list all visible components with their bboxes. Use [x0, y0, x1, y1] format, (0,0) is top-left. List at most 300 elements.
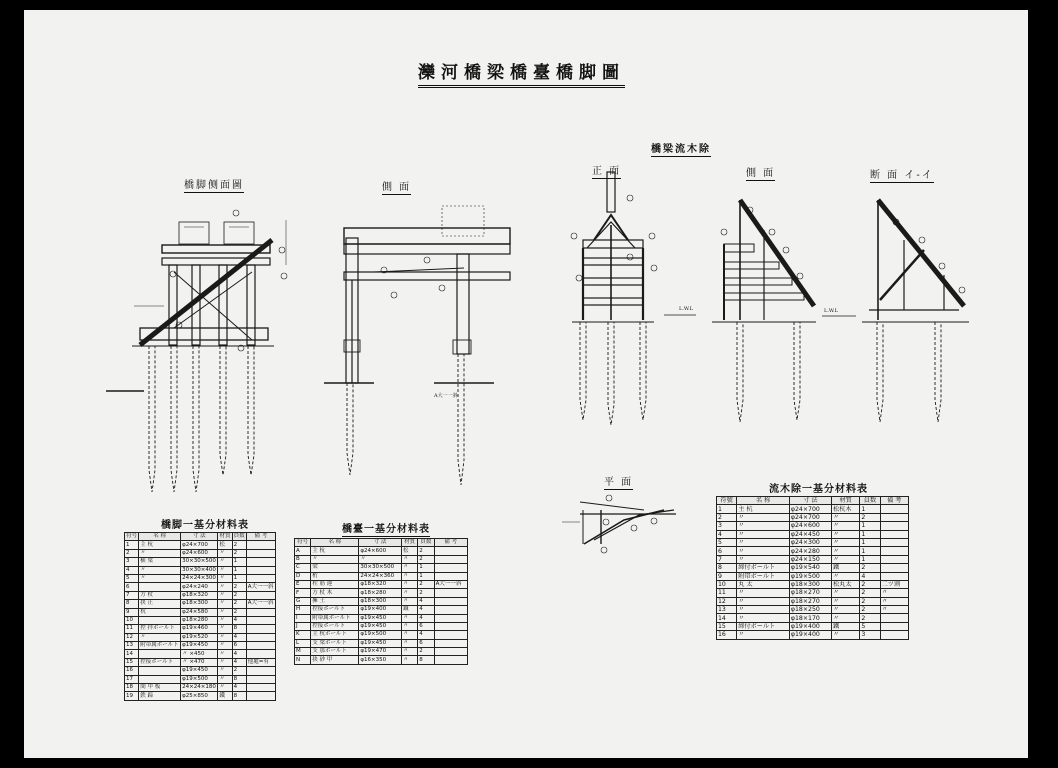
table-row [125, 541, 276, 549]
table-cell [246, 650, 275, 658]
table-cell: 4 [232, 658, 246, 666]
table-cell: 主 杭 [737, 505, 790, 513]
table-cell: 〃 [831, 547, 859, 555]
table-cell: 松 [402, 547, 418, 555]
table-cell: 13 [125, 642, 139, 650]
ice-breaker-side-view [712, 200, 856, 422]
table-row [717, 614, 909, 622]
table-cell: 3 [860, 631, 880, 639]
table-cell: M [295, 648, 311, 656]
table-cell: 1 [418, 564, 434, 572]
table-cell: E [295, 580, 311, 588]
table-cell [139, 583, 181, 591]
table-row [295, 656, 468, 664]
table-cell: 締付ボールト [737, 564, 790, 572]
table-cell: 〃 [218, 549, 232, 557]
table-cell [880, 631, 908, 639]
table-cell: 2 [232, 591, 246, 599]
table-cell: 6 [418, 639, 434, 647]
table-row [717, 530, 909, 538]
table-cell: K [295, 631, 311, 639]
table-cell: 桁 [311, 572, 359, 580]
table-cell: 2 [860, 564, 880, 572]
table-cell: 〃 [831, 597, 859, 605]
column-header: 名 称 [139, 533, 181, 541]
table-cell: 12 [717, 597, 737, 605]
table-cell: 24×24×180 [182, 684, 216, 691]
table-cell: 〃 [831, 572, 859, 580]
table-cell [246, 675, 275, 683]
table-cell: φ16×350 [359, 656, 402, 664]
table-cell: 5 [125, 574, 139, 582]
table-cell: 1 [860, 538, 880, 546]
table-cell: A大一一斜 [247, 583, 274, 590]
table-cell: 〃 [402, 589, 418, 597]
table-cell: φ24×700 [789, 513, 831, 521]
table-cell: 〃 [831, 631, 859, 639]
table-header-row [717, 497, 909, 505]
table-cell: 鉄 蹄 [139, 692, 181, 700]
table-cell: φ24×700 [789, 505, 831, 513]
table-cell: 8 [232, 692, 246, 700]
table-row [125, 692, 276, 700]
table-cell [434, 589, 467, 597]
table-cell: 14 [125, 650, 139, 658]
table-cell: 〃 [402, 631, 418, 639]
table-cell: 〃 [218, 558, 232, 566]
table-cell: 8 [717, 564, 737, 572]
table-cell: 柱 筋 違 [311, 580, 359, 588]
table-cell: φ19×460 [181, 625, 218, 633]
table-cell: 〃 [831, 555, 859, 563]
column-header: 寸 法 [181, 533, 218, 541]
table-cell: 〃 [831, 522, 859, 530]
table-cell: 控接ボールト [311, 606, 359, 614]
column-header: 材質 [402, 539, 418, 547]
ice-breaker-group-caption: 橋梁流木除 [651, 140, 711, 157]
table-cell: 〃 [831, 538, 859, 546]
table-row [295, 622, 468, 630]
pier-schedule-caption: 橋脚一基分材料表 [161, 516, 249, 533]
table-cell [434, 547, 467, 555]
ice-breaker-section-view [862, 200, 969, 422]
table-cell: 〃 [402, 639, 418, 647]
table-cell: 支 梁ボールト [311, 639, 359, 647]
table-cell: 〃 [880, 589, 908, 597]
table-cell: 15 [125, 658, 139, 666]
table-row [125, 667, 276, 675]
pier-materials-table [124, 532, 276, 701]
column-header: 寸 法 [359, 539, 402, 547]
table-cell: 8 [232, 675, 246, 683]
table-cell: φ24×240 [181, 583, 218, 591]
table-cell: 〃 [218, 667, 232, 675]
table-cell: 2 [717, 513, 737, 521]
table-row [717, 555, 909, 563]
table-row [717, 597, 909, 605]
table-cell: φ18×270 [789, 597, 831, 605]
table-cell: 〃 [218, 566, 232, 574]
table-row [125, 633, 276, 641]
table-cell: 〃 [831, 589, 859, 597]
table-cell: φ19×540 [789, 564, 831, 572]
table-row [125, 549, 276, 557]
table-cell [880, 522, 908, 530]
table-cell: 〃 [218, 642, 232, 650]
table-cell: 8 [232, 625, 246, 633]
column-header: 符號 [717, 497, 737, 505]
table-cell [880, 505, 908, 513]
table-cell [139, 675, 181, 683]
table-cell: 4 [717, 530, 737, 538]
table-cell: 15 [717, 622, 737, 630]
table-cell: 2 [860, 614, 880, 622]
table-cell: 2 [860, 606, 880, 614]
table-cell: 16 [717, 631, 737, 639]
table-cell [434, 622, 467, 630]
table-cell [434, 572, 467, 580]
table-cell: 2 [232, 549, 246, 557]
table-cell: 〃 [139, 574, 181, 582]
table-cell: 6 [418, 622, 434, 630]
table-cell [139, 667, 181, 675]
table-cell: 4 [232, 616, 246, 624]
table-cell: 横 梁 [139, 558, 181, 566]
ground-note-label: A大一一斜 [434, 393, 458, 399]
table-row [125, 583, 276, 591]
table-cell [880, 622, 908, 630]
table-row [295, 564, 468, 572]
table-cell [246, 667, 275, 675]
table-cell: 〃 [737, 614, 790, 622]
table-cell: 〃 [831, 614, 859, 622]
table-cell: 1 [125, 541, 139, 549]
table-cell: 方 杖 木 [311, 589, 359, 597]
table-cell: φ24×150 [789, 555, 831, 563]
table-cell: 14 [717, 614, 737, 622]
table-cell: 控接ボールト [139, 658, 181, 666]
table-row [717, 564, 909, 572]
abutment-schedule-caption: 橋臺一基分材料表 [342, 520, 430, 537]
table-cell: 〃 ×450 [181, 650, 218, 658]
table-cell: 二ツ割 [880, 580, 908, 588]
ice-breaker-section-caption: 断 面 イ-イ [870, 166, 934, 183]
table-row [295, 648, 468, 656]
table-cell: φ24×600 [789, 522, 831, 530]
table-cell [246, 625, 275, 633]
table-cell: 12 [125, 633, 139, 641]
table-cell: 30×30×400 [182, 566, 216, 573]
table-cell: 〃 [218, 633, 232, 641]
table-cell: 19 [125, 692, 139, 700]
table-row [717, 589, 909, 597]
table-cell: φ19×520 [181, 633, 218, 641]
table-cell: 〃 [139, 633, 181, 641]
table-cell: 2 [232, 608, 246, 616]
column-header: 材質 [831, 497, 859, 505]
table-cell: φ19×450 [359, 614, 402, 622]
table-cell: 擁 土 [311, 597, 359, 605]
table-cell: 17 [125, 675, 139, 683]
table-row [295, 572, 468, 580]
ice-breaker-plan-caption: 平 面 [604, 473, 633, 490]
table-cell: 2 [232, 667, 246, 675]
table-cell [246, 642, 275, 650]
table-row [125, 658, 276, 666]
table-row [295, 589, 468, 597]
column-header: 備 考 [434, 539, 467, 547]
table-row [295, 597, 468, 605]
table-cell: φ24×600 [181, 549, 218, 557]
table-cell: 30×30×500 [359, 564, 402, 572]
table-cell: 〃 [402, 656, 418, 664]
table-cell [246, 541, 275, 549]
table-cell [139, 650, 181, 658]
table-row [125, 566, 276, 574]
table-cell: 7 [717, 555, 737, 563]
table-cell: 3 [125, 558, 139, 566]
table-cell: φ18×280 [181, 616, 218, 624]
table-row [295, 547, 468, 555]
column-header: 名 称 [311, 539, 359, 547]
table-cell: F [295, 589, 311, 597]
table-cell: φ18×280 [359, 589, 402, 597]
table-cell: 〃 [402, 555, 418, 563]
table-cell: 11 [125, 625, 139, 633]
ice-breaker-front-caption: 正 面 [592, 162, 621, 179]
table-cell: 4 [418, 631, 434, 639]
table-cell: 1 [860, 547, 880, 555]
table-cell: 〃 [737, 597, 790, 605]
table-cell: 24×24×360 [359, 572, 402, 580]
table-cell: 主 杭 [311, 547, 359, 555]
table-cell: 8 [125, 600, 139, 608]
table-cell: 10 [125, 616, 139, 624]
table-cell: φ19×470 [359, 648, 402, 656]
table-cell: 〃 [218, 650, 232, 658]
table-cell [246, 574, 275, 582]
table-cell [434, 555, 467, 563]
table-cell [434, 606, 467, 614]
table-cell: 2 [418, 648, 434, 656]
table-cell: 〃 [402, 614, 418, 622]
table-cell: 2 [232, 583, 246, 591]
table-row [717, 547, 909, 555]
table-cell: 方 杖 [139, 591, 181, 599]
table-cell: 9 [717, 572, 737, 580]
table-cell: B [295, 555, 311, 563]
table-cell: φ24×280 [789, 547, 831, 555]
table-cell: φ24×450 [789, 530, 831, 538]
table-cell: 16 [125, 667, 139, 675]
table-cell: 2 [232, 541, 246, 549]
table-cell [880, 614, 908, 622]
table-cell: φ18×270 [789, 589, 831, 597]
column-header: 員数 [418, 539, 434, 547]
table-cell: 杭 [139, 608, 181, 616]
table-cell: 〃 [737, 555, 790, 563]
table-cell: 〃 [311, 555, 359, 563]
table-cell: φ19×500 [359, 631, 402, 639]
pier-side-view-caption: 側 面 [382, 178, 411, 195]
table-row [717, 606, 909, 614]
pier-front-view-caption: 橋脚侧面圖 [184, 176, 244, 193]
table-cell: 〃 [831, 530, 859, 538]
table-cell: φ19×500 [181, 675, 218, 683]
table-cell: 2 [860, 589, 880, 597]
table-cell: 〃 [831, 513, 859, 521]
drawing-sheet [24, 10, 1028, 758]
table-cell: φ19×450 [181, 642, 218, 650]
table-cell: 7 [125, 591, 139, 599]
table-cell: 間 甲 板 [139, 684, 181, 692]
table-cell: 4 [418, 614, 434, 622]
table-cell [434, 639, 467, 647]
table-cell: 〃 [402, 597, 418, 605]
table-cell: 9 [125, 608, 139, 616]
table-cell: 4 [232, 684, 246, 692]
table-cell: 〃 [218, 583, 232, 591]
table-cell: 24×24×300 [182, 575, 216, 582]
table-row [125, 558, 276, 566]
table-cell: 〃 [831, 606, 859, 614]
table-cell: 鐵 [218, 692, 232, 700]
pier-side-view [324, 206, 510, 485]
ice-breaker-side-caption: 側 面 [746, 164, 775, 181]
column-header: 員数 [233, 533, 245, 540]
table-cell: 抉 止 [139, 600, 181, 608]
column-header: 備 考 [880, 497, 908, 505]
table-cell [139, 616, 181, 624]
table-cell [880, 530, 908, 538]
table-cell: 〃 [139, 566, 181, 574]
table-cell: 〃 ×470 [181, 658, 218, 666]
column-header: 員数 [860, 497, 880, 505]
ice-breaker-schedule-caption: 流木除一基分材料表 [769, 480, 868, 497]
table-cell: 2 [418, 580, 434, 588]
table-cell: L [295, 639, 311, 647]
table-cell: φ18×300 [789, 580, 831, 588]
table-row [125, 675, 276, 683]
table-cell: 締付ボールト [737, 622, 790, 630]
table-row [125, 616, 276, 624]
ice-breaker-front-view [571, 172, 696, 425]
table-cell: φ24×580 [181, 608, 218, 616]
table-cell: A大一一斜 [434, 580, 467, 588]
table-cell: 松杭木 [831, 505, 859, 513]
table-cell [434, 564, 467, 572]
water-level-label-2: L.W.L [824, 308, 839, 314]
table-cell: 〃 [737, 589, 790, 597]
table-cell: 支 那ボールト [311, 648, 359, 656]
table-row [125, 591, 276, 599]
table-cell: 2 [860, 597, 880, 605]
table-cell: 松丸太 [831, 580, 859, 588]
table-cell: 〃 [218, 591, 232, 599]
table-cell [246, 549, 275, 557]
table-row [717, 522, 909, 530]
table-cell [434, 614, 467, 622]
table-cell: 4 [232, 633, 246, 641]
table-cell: φ18×300 [181, 600, 218, 608]
table-cell: 〃 [402, 572, 418, 580]
table-cell: 〃 [218, 684, 232, 692]
column-header: 寸 法 [789, 497, 831, 505]
table-cell: 〃 [737, 547, 790, 555]
table-cell: φ19×500 [789, 572, 831, 580]
table-cell: N [295, 656, 311, 664]
table-cell: J [295, 622, 311, 630]
column-header: 符号 [126, 533, 138, 540]
table-cell: φ19×400 [789, 622, 831, 630]
table-cell [246, 616, 275, 624]
table-cell [880, 513, 908, 521]
table-cell: 附帯属ボールト [139, 642, 181, 650]
table-cell: 10 [717, 580, 737, 588]
table-cell: 1 [860, 530, 880, 538]
table-cell: 1 [418, 572, 434, 580]
table-cell: φ18×170 [789, 614, 831, 622]
table-cell [434, 648, 467, 656]
table-cell: 〃 [139, 549, 181, 557]
table-cell: 〃 [737, 606, 790, 614]
table-cell: 〃 [402, 580, 418, 588]
table-cell: 鐵 [402, 606, 418, 614]
table-cell: A [295, 547, 311, 555]
table-cell: 11 [717, 589, 737, 597]
table-cell: 〃 [359, 555, 402, 563]
table-cell [246, 608, 275, 616]
table-cell [880, 555, 908, 563]
table-header-row [295, 539, 468, 547]
table-cell: φ18×300 [359, 597, 402, 605]
table-cell: 8 [418, 656, 434, 664]
table-cell: 〃 [218, 574, 232, 582]
table-cell: φ19×450 [181, 667, 218, 675]
table-cell: 主 杭ボールト [311, 631, 359, 639]
pier-front-view [106, 210, 287, 492]
table-cell: A大一一斜 [247, 600, 274, 607]
table-cell: φ19×400 [789, 631, 831, 639]
table-cell: 抉 砂 甲 [311, 656, 359, 664]
table-cell: 4 [860, 572, 880, 580]
table-row [717, 580, 909, 588]
table-cell: φ24×300 [789, 538, 831, 546]
table-cell: 松 [218, 541, 232, 549]
table-cell [246, 558, 275, 566]
column-header: 名 称 [737, 497, 790, 505]
table-cell [880, 572, 908, 580]
table-cell: 〃 [880, 597, 908, 605]
table-cell: 他處=有 [246, 658, 275, 666]
table-cell: 〃 [218, 608, 232, 616]
table-cell: 控接ボールト [311, 622, 359, 630]
table-cell: φ19×450 [359, 639, 402, 647]
table-cell: φ18×320 [181, 591, 218, 599]
table-cell: 1 [232, 566, 246, 574]
table-cell: D [295, 572, 311, 580]
table-cell: 〃 [402, 564, 418, 572]
table-cell: φ24×600 [359, 547, 402, 555]
table-row [295, 555, 468, 563]
abutment-materials-table [294, 538, 468, 665]
table-cell: 2 [860, 513, 880, 521]
ice-breaker-materials-table [716, 496, 909, 640]
table-cell: 4 [418, 606, 434, 614]
table-cell: 控 拝ボールト [139, 625, 181, 633]
table-cell: 5 [717, 538, 737, 546]
table-cell [246, 684, 275, 692]
